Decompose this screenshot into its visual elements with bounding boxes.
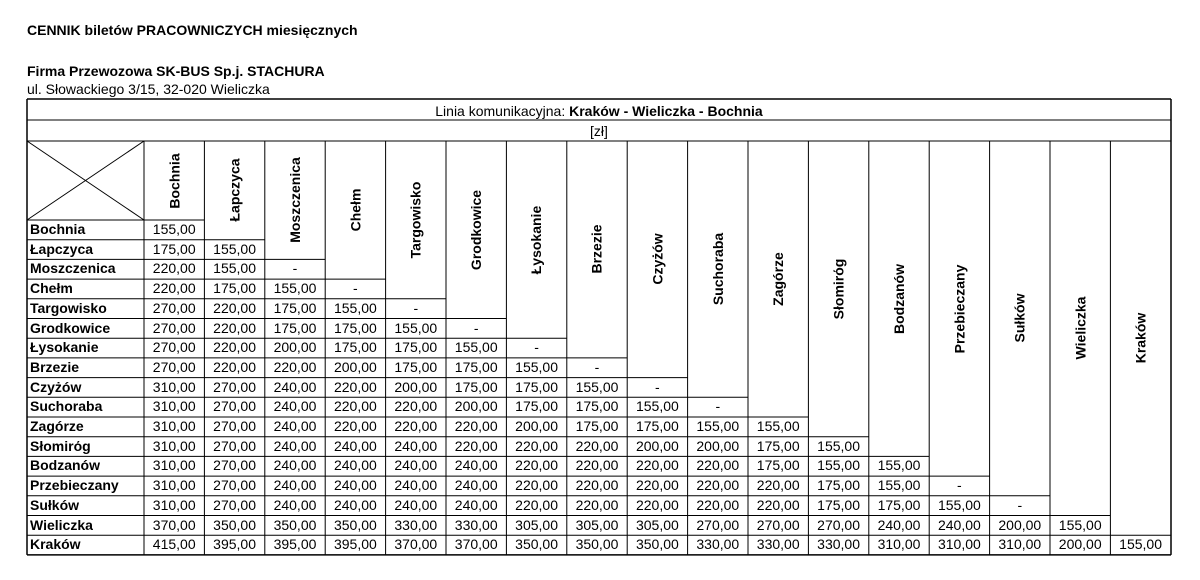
table-cell: 330,00 xyxy=(394,516,438,533)
table-cell: 220,00 xyxy=(575,457,619,474)
table-cell: 270,00 xyxy=(213,477,256,494)
table-cell: 220,00 xyxy=(213,299,256,316)
table-cell: 175,00 xyxy=(273,299,317,316)
table-cell: 220,00 xyxy=(515,437,558,454)
table-cell: 350,00 xyxy=(515,536,558,553)
table-cell: 310,00 xyxy=(152,378,196,395)
column-header xyxy=(144,141,204,220)
table-cell: 220,00 xyxy=(454,437,498,454)
table-cell: 200,00 xyxy=(333,358,377,375)
table-cell: 155,00 xyxy=(454,339,498,356)
table-cell: 175,00 xyxy=(756,457,800,474)
column-label: Łapczyca xyxy=(226,158,243,222)
table-cell: 370,00 xyxy=(454,536,498,553)
table-cell: - xyxy=(534,339,539,356)
table-cell: 220,00 xyxy=(394,418,438,434)
column-header xyxy=(506,141,566,338)
table-cell: 270,00 xyxy=(213,496,256,513)
column-label: Czyżów xyxy=(649,233,666,285)
column-label: Chełm xyxy=(347,188,364,232)
column-header xyxy=(325,141,385,279)
table-cell: 220,00 xyxy=(394,398,438,415)
column-label: Łysokanie xyxy=(528,205,545,274)
table-cell: 155,00 xyxy=(1119,536,1162,553)
table-cell: 220,00 xyxy=(696,496,740,513)
table-cell: 310,00 xyxy=(877,536,921,553)
row-label: Łapczyca xyxy=(30,240,94,257)
column-header xyxy=(386,141,446,299)
table-cell: 270,00 xyxy=(213,418,256,434)
row-label: Grodkowice xyxy=(30,319,111,336)
table-cell: 175,00 xyxy=(454,358,498,375)
table-cell: 155,00 xyxy=(575,378,619,395)
table-cell: 175,00 xyxy=(575,398,619,415)
column-header xyxy=(808,141,868,437)
line-title xyxy=(27,101,1171,121)
column-header xyxy=(265,141,325,259)
document-title: CENNIK biletów PRACOWNICZYCH miesięcznych xyxy=(27,22,358,38)
table-cell: 155,00 xyxy=(635,398,679,415)
table-cell: 220,00 xyxy=(756,496,800,513)
table-cell: 240,00 xyxy=(273,437,317,454)
table-cell: 200,00 xyxy=(394,378,438,395)
table-cell: 220,00 xyxy=(213,339,256,356)
table-cell: 155,00 xyxy=(817,437,860,454)
table-cell: 240,00 xyxy=(937,516,981,533)
table-cell: 175,00 xyxy=(273,319,317,336)
table-cell: 155,00 xyxy=(817,457,860,474)
table-cell: 240,00 xyxy=(333,477,377,494)
table-cell: 155,00 xyxy=(515,358,558,375)
table-cell: 220,00 xyxy=(152,280,196,297)
table-cell: 350,00 xyxy=(575,536,619,553)
table-cell: 305,00 xyxy=(575,516,619,533)
table-cell: 220,00 xyxy=(515,496,558,513)
column-label: Kraków xyxy=(1132,312,1149,364)
column-header xyxy=(990,141,1050,496)
table-cell: 270,00 xyxy=(696,516,740,533)
column-header xyxy=(929,141,989,476)
table-cell: 220,00 xyxy=(454,418,498,434)
table-cell: 270,00 xyxy=(152,339,196,356)
table-cell: 220,00 xyxy=(515,477,558,494)
table-cell: 155,00 xyxy=(273,280,317,297)
table-cell: 310,00 xyxy=(152,398,196,415)
table-cell: 220,00 xyxy=(273,358,317,375)
table-cell: 330,00 xyxy=(696,536,740,553)
column-label: Przebieczany xyxy=(951,264,968,353)
table-cell: 175,00 xyxy=(515,378,558,395)
column-header xyxy=(748,141,808,417)
table-cell: 200,00 xyxy=(454,398,498,415)
table-cell: 270,00 xyxy=(213,457,256,474)
table-cell: 175,00 xyxy=(454,378,498,395)
table-cell: 310,00 xyxy=(152,457,196,474)
table-cell: 270,00 xyxy=(152,299,196,316)
table-cell: 155,00 xyxy=(756,418,800,434)
row-label: Moszczenica xyxy=(30,260,116,277)
table-cell: 200,00 xyxy=(1058,536,1102,553)
column-label: Suchoraba xyxy=(709,232,726,306)
row-label: Zagórze xyxy=(30,418,84,434)
table-cell: 220,00 xyxy=(333,418,377,434)
table-cell: 310,00 xyxy=(937,536,981,553)
table-cell: 220,00 xyxy=(635,457,679,474)
row-label: Czyżów xyxy=(30,378,82,395)
table-cell: 155,00 xyxy=(213,260,256,277)
table-cell: 370,00 xyxy=(152,516,196,533)
table-cell: 200,00 xyxy=(273,339,317,356)
column-label: Bochnia xyxy=(166,152,183,209)
column-label: Moszczenica xyxy=(287,157,303,243)
table-cell: 220,00 xyxy=(635,477,679,494)
currency-unit: [zł] xyxy=(590,123,608,139)
table-cell: 240,00 xyxy=(273,496,317,513)
table-cell: 175,00 xyxy=(333,339,377,356)
table-cell: - xyxy=(957,477,962,494)
table-cell: 240,00 xyxy=(394,457,438,474)
table-cell: 200,00 xyxy=(635,437,679,454)
table-cell: 220,00 xyxy=(696,477,740,494)
table-cell: 240,00 xyxy=(333,437,377,454)
table-cell: 200,00 xyxy=(515,418,558,434)
row-label: Bodzanów xyxy=(30,457,100,474)
table-cell: 310,00 xyxy=(152,418,196,434)
column-label: Sułków xyxy=(1011,293,1028,343)
table-cell: 175,00 xyxy=(213,280,256,297)
table-cell: 200,00 xyxy=(998,516,1042,533)
table-cell: 155,00 xyxy=(394,319,438,336)
table-cell: 240,00 xyxy=(273,378,317,395)
table-cell: 305,00 xyxy=(635,516,679,533)
table-cell: 310,00 xyxy=(152,437,196,454)
table-cell: - xyxy=(473,319,479,336)
column-label: Wieliczka xyxy=(1072,296,1089,360)
column-label: Bodzanów xyxy=(891,263,907,334)
table-cell: 175,00 xyxy=(394,339,438,356)
table-cell: 155,00 xyxy=(152,221,196,237)
table-cell: - xyxy=(594,358,600,375)
table-cell: 155,00 xyxy=(1058,516,1102,533)
row-label: Targowisko xyxy=(30,299,107,316)
table-cell: 175,00 xyxy=(756,437,800,454)
table-cell: 220,00 xyxy=(635,496,679,513)
table-cell: 240,00 xyxy=(273,398,317,415)
table-cell: 240,00 xyxy=(333,457,377,474)
table-cell: 155,00 xyxy=(937,496,981,513)
table-cell: 220,00 xyxy=(575,496,619,513)
table-cell: 310,00 xyxy=(152,496,196,513)
table-cell: 155,00 xyxy=(877,477,921,494)
table-cell: 240,00 xyxy=(394,437,438,454)
table-cell: 350,00 xyxy=(635,536,679,553)
table-cell: 220,00 xyxy=(333,378,377,395)
table-cell: 350,00 xyxy=(213,516,256,533)
table-cell: 330,00 xyxy=(454,516,498,533)
table-cell: 395,00 xyxy=(273,536,317,553)
table-cell: 240,00 xyxy=(454,457,498,474)
table-cell: 175,00 xyxy=(817,477,860,494)
table-cell: - xyxy=(413,299,419,316)
line-route: Kraków - Wieliczka - Bochnia xyxy=(569,103,763,119)
table-cell: - xyxy=(353,280,358,297)
table-cell: 370,00 xyxy=(394,536,438,553)
column-header xyxy=(688,141,748,397)
row-label: Suchoraba xyxy=(30,398,103,415)
table-cell: 310,00 xyxy=(152,477,196,494)
line-prefix: Linia komunikacyjna: xyxy=(435,103,570,119)
column-label: Grodkowice xyxy=(468,189,485,270)
table-cell: 330,00 xyxy=(817,536,860,553)
table-cell: 175,00 xyxy=(152,240,196,257)
table-cell: 155,00 xyxy=(333,299,377,316)
table-cell: 240,00 xyxy=(333,496,377,513)
table-cell: 395,00 xyxy=(213,536,256,553)
row-label: Przebieczany xyxy=(30,477,119,494)
table-cell: 220,00 xyxy=(756,477,800,494)
table-cell: 240,00 xyxy=(454,477,498,494)
company-name: Firma Przewozowa SK-BUS Sp.j. STACHURA xyxy=(27,63,325,79)
row-label: Wieliczka xyxy=(30,516,93,533)
row-label: Chełm xyxy=(30,280,73,297)
table-cell: 270,00 xyxy=(817,516,860,533)
table-cell: 220,00 xyxy=(152,260,196,277)
table-cell: 395,00 xyxy=(333,536,377,553)
column-label: Brzezie xyxy=(588,224,605,274)
table-cell: 240,00 xyxy=(877,516,921,533)
column-header xyxy=(204,141,264,240)
table-cell: 175,00 xyxy=(817,496,860,513)
table-cell: 415,00 xyxy=(152,536,196,553)
table-cell: 220,00 xyxy=(213,319,256,336)
table-cell: 270,00 xyxy=(152,319,196,336)
table-cell: 220,00 xyxy=(696,457,740,474)
company-address: ul. Słowackiego 3/15, 32-020 Wieliczka xyxy=(27,81,270,97)
table-cell: 220,00 xyxy=(575,477,619,494)
table-cell: 175,00 xyxy=(877,496,921,513)
table-cell: 270,00 xyxy=(756,516,800,533)
table-cell: - xyxy=(1017,496,1023,513)
column-header xyxy=(1110,141,1170,535)
table-cell: 310,00 xyxy=(998,536,1042,553)
table-cell: - xyxy=(715,398,721,415)
table-cell: 270,00 xyxy=(152,358,196,375)
table-cell: 270,00 xyxy=(213,398,256,415)
table-cell: 240,00 xyxy=(454,496,498,513)
table-cell: 330,00 xyxy=(756,536,800,553)
column-header xyxy=(627,141,687,378)
column-label: Słomirόg xyxy=(830,258,847,320)
table-cell: 175,00 xyxy=(515,398,558,415)
table-cell: 240,00 xyxy=(394,477,438,494)
table-cell: 220,00 xyxy=(213,358,256,375)
column-label: Targowisko xyxy=(407,181,424,259)
row-label: Kraków xyxy=(30,536,81,553)
table-cell: 220,00 xyxy=(575,437,619,454)
table-cell: 350,00 xyxy=(333,516,377,533)
table-cell: 240,00 xyxy=(273,477,317,494)
table-cell: 350,00 xyxy=(273,516,317,533)
column-header xyxy=(1050,141,1110,516)
column-header xyxy=(567,141,627,358)
table-cell: 240,00 xyxy=(273,457,317,474)
table-cell: 175,00 xyxy=(575,418,619,434)
table-cell: 155,00 xyxy=(213,240,256,257)
column-header xyxy=(446,141,506,319)
row-label: Słomirόg xyxy=(30,437,91,454)
column-label: Zagórze xyxy=(770,252,787,306)
table-cell: 175,00 xyxy=(394,358,438,375)
table-cell: 305,00 xyxy=(515,516,558,533)
table-cell: 220,00 xyxy=(333,398,377,415)
table-cell: 220,00 xyxy=(515,457,558,474)
table-cell: 175,00 xyxy=(635,418,679,434)
table-cell: 175,00 xyxy=(333,319,377,336)
table-cell: 270,00 xyxy=(213,437,256,454)
table-cell: 240,00 xyxy=(273,418,317,434)
table-cell: 155,00 xyxy=(696,418,740,434)
table-cell: 200,00 xyxy=(696,437,740,454)
row-label: Sułków xyxy=(30,496,80,513)
row-label: Bochnia xyxy=(30,221,86,237)
table-cell: - xyxy=(655,378,660,395)
table-cell: 240,00 xyxy=(394,496,438,513)
column-header xyxy=(869,141,929,456)
table-cell: 155,00 xyxy=(877,457,921,474)
row-label: Łysokanie xyxy=(30,339,99,356)
table-cell: - xyxy=(292,260,298,277)
row-label: Brzezie xyxy=(30,358,80,375)
table-cell: 270,00 xyxy=(213,378,256,395)
